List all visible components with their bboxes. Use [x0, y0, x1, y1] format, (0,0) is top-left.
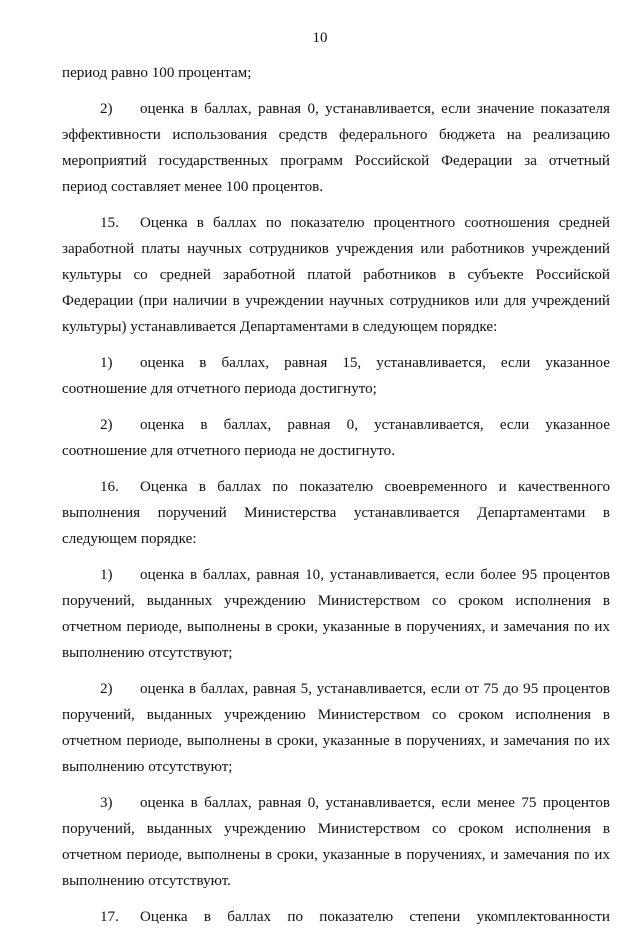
item-number: 3) [100, 795, 113, 811]
paragraph-text: оценка в баллах, равная 0, устанавливается, если указанное соотношение для отчетного периода не достигнуто. [62, 417, 610, 459]
item-number: 2) [100, 681, 113, 697]
page-number: 10 [312, 30, 328, 46]
paragraph-text: Оценка в баллах по показателю процентного соотношения средней заработной платы научных сотрудников учреждения или работников учреждений культуры со средней заработной платой работников в субъекте Российской Федерации (при наличии в учреждении научных сотрудников или для учреждений культуры) устанавливается Департаментами в следующем порядке: [62, 215, 610, 335]
list-item [62, 96, 610, 200]
document-body [62, 60, 610, 930]
list-item [62, 562, 610, 666]
list-item [62, 350, 610, 402]
paragraph-text: оценка в баллах, равная 5, устанавливается, если от 75 до 95 процентов поручений, выданных учреждению Министерством со сроком исполнения в отчетном периоде, выполнены в сроки, указанные в поручениях, и замечания по их выполнению отсутствуют; [62, 681, 610, 775]
paragraph-text: период равно 100 процентам; [62, 65, 252, 81]
paragraph-text: оценка в баллах, равная 15, устанавливается, если указанное соотношение для отчетного периода достигнуто; [62, 355, 610, 397]
item-number: 16. [100, 479, 119, 495]
paragraph-text: оценка в баллах, равная 10, устанавливается, если более 95 процентов поручений, выданных учреждению Министерством со сроком исполнения в отчетном периоде, выполнены в сроки, указанные в поручениях, и замечания по их выполнению отсутствуют; [62, 567, 610, 661]
item-number: 1) [100, 355, 113, 371]
paragraph-text: оценка в баллах, равная 0, устанавливается, если значение показателя эффективности использования средств федерального бюджета на реализацию мероприятий государственных программ Российской Федерации за отчетный период составляет менее 100 процентов. [62, 101, 610, 195]
item-number: 2) [100, 417, 113, 433]
list-item [62, 676, 610, 780]
section-paragraph [62, 474, 610, 552]
section-paragraph [62, 904, 610, 930]
paragraph-text: оценка в баллах, равная 0, устанавливается, если менее 75 процентов поручений, выданных учреждению Министерством со сроком исполнения в отчетном периоде, выполнены в сроки, указанные в поручениях, и замечания по их выполнению отсутствуют. [62, 795, 610, 889]
item-number: 2) [100, 101, 113, 117]
item-number: 15. [100, 215, 119, 231]
item-number: 1) [100, 567, 113, 583]
paragraph-continuation [62, 60, 610, 86]
paragraph-text: Оценка в баллах по показателю своевременного и качественного выполнения поручений Министерства устанавливается Департаментами в следующем порядке: [62, 479, 610, 547]
list-item [62, 790, 610, 894]
section-paragraph [62, 210, 610, 340]
paragraph-text: Оценка в баллах по показателю степени укомплектованности [140, 909, 610, 925]
item-number: 17. [100, 909, 119, 925]
list-item [62, 412, 610, 464]
